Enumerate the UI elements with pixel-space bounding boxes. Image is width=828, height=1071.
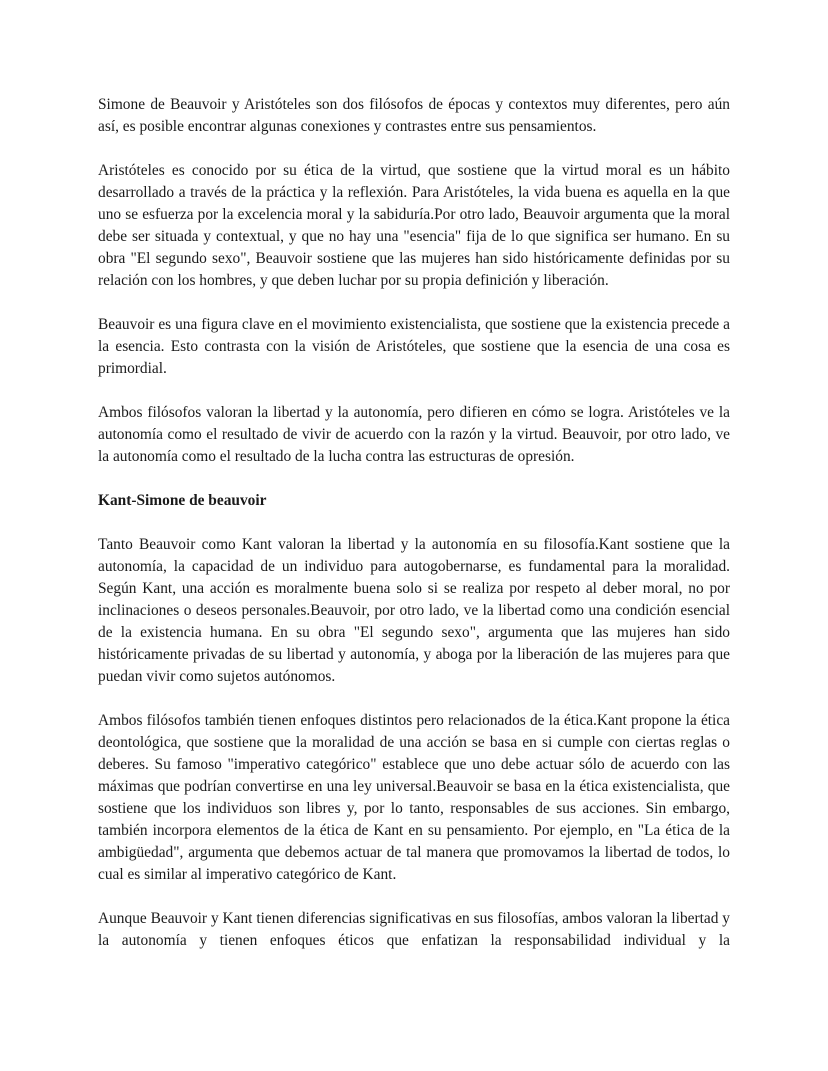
paragraph-autonomy: Ambos filósofos valoran la libertad y la autonomía, pero difieren en cómo se logra. Aristóteles ve la autonomía como el resultado de vivir de acuerdo con la razón y la virtud. Beauvoir, por otro lado, ve la autonomía como el resultado de la lucha contra las estructuras de opresión. [98,404,730,465]
paragraph-conclusion: Aunque Beauvoir y Kant tienen diferencias significativas en sus filosofías, ambos valoran la libertad y la autonomía y tienen enfoques éticos que enfatizan la responsabilidad individual y la [98,910,730,949]
paragraph-kant-ethics: Ambos filósofos también tienen enfoques distintos pero relacionados de la ética.Kant propone la ética deontológica, que sostiene que la moralidad de una acción se basa en si cumple con ciertas reglas o deberes. Su famoso "imperativo categórico" establece que uno debe actuar sólo de acuerdo con las máximas que podrían convertirse en una ley universal.Beauvoir se basa en la ética existencialista, que sostiene que los individuos son libres y, por lo tanto, responsables de sus acciones. Sin embargo, también incorpora elementos de la ética de Kant en su pensamiento. Por ejemplo, en "La ética de la ambigüedad", argumenta que debemos actuar de tal manera que promovamos la libertad de todos, lo cual es similar al imperativo categórico de Kant. [98,712,730,883]
section-heading: Kant-Simone de beauvoir [98,492,267,509]
paragraph-aristotle-virtue: Aristóteles es conocido por su ética de la virtud, que sostiene que la virtud moral es un hábito desarrollado a través de la práctica y la reflexión. Para Aristóteles, la vida buena es aquella en la que uno se esfuerza por la excelencia moral y la sabiduría.Por otro lado, Beauvoir argumenta que la moral debe ser situada y contextual, y que no hay una "esencia" fija de lo que significa ser humano. En su obra "El segundo sexo", Beauvoir sostiene que las mujeres han sido históricamente definidas por su relación con los hombres, y que deben luchar por su propia definición y liberación. [98,162,730,289]
paragraph-existentialism: Beauvoir es una figura clave en el movimiento existencialista, que sostiene que la existencia precede a la esencia. Esto contrasta con la visión de Aristóteles, que sostiene que la esencia de una cosa es primordial. [98,316,730,377]
paragraph-kant-freedom: Tanto Beauvoir como Kant valoran la libertad y la autonomía en su filosofía.Kant sostiene que la autonomía, la capacidad de un individuo para autogobernarse, es fundamental para la moralidad. Según Kant, una acción es moralmente buena solo si se realiza por respeto al deber moral, no por inclinaciones o deseos personales.Beauvoir, por otro lado, ve la libertad como una condición esencial de la existencia humana. En su obra "El segundo sexo", argumenta que las mujeres han sido históricamente privadas de su libertad y autonomía, y aboga por la liberación de las mujeres para que puedan vivir como sujetos autónomos. [98,536,730,685]
document-page [98,94,730,952]
paragraph-intro: Simone de Beauvoir y Aristóteles son dos filósofos de épocas y contextos muy diferentes, pero aún así, es posible encontrar algunas conexiones y contrastes entre sus pensamientos. [98,96,730,135]
